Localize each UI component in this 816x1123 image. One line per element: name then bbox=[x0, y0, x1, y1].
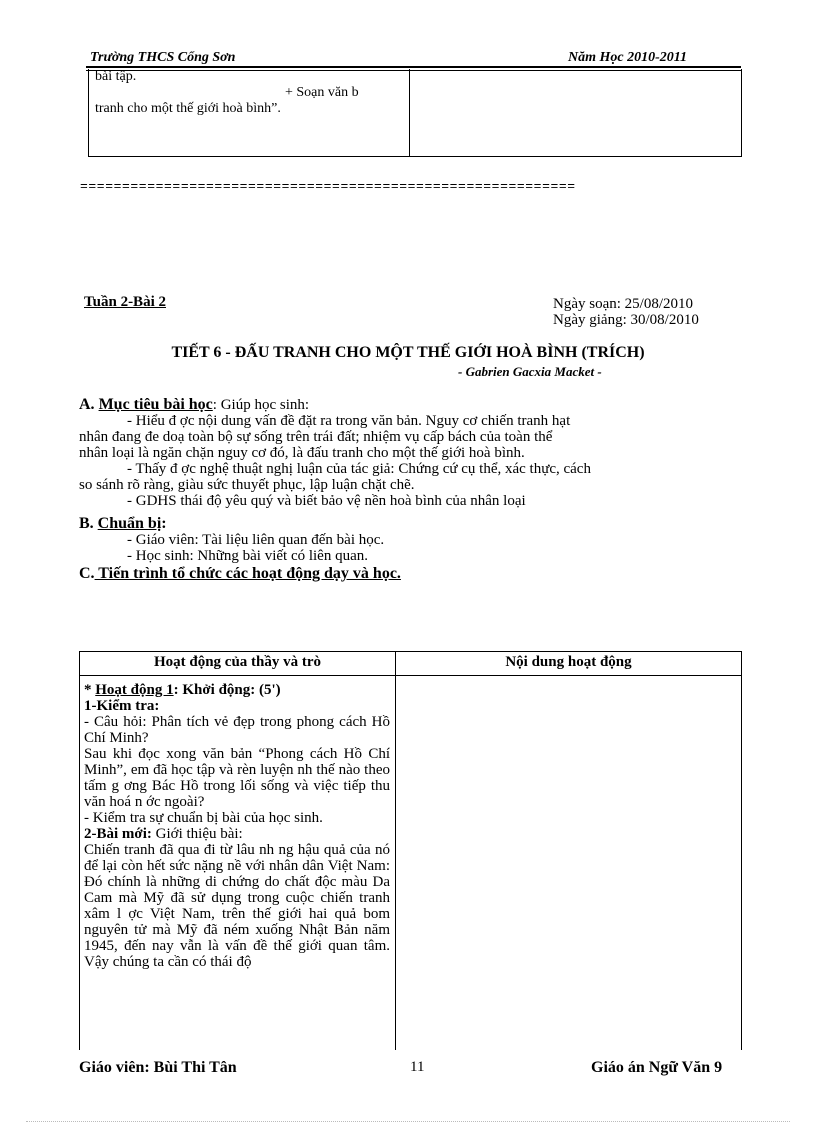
cell-line: tranh cho một thế giới hoà bình”. bbox=[95, 101, 281, 116]
intro-paragraph: Chiến tranh đã qua đi từ lâu nh ng hậu quả của nó để lại còn hết sức nặng nề với nhân dân Việt Nam: Đó chính là những di chứng do chất độc màu Da Cam mà Mỹ đã sử dụng trong cuộc chiến tranh xâm l ợc Việt Nam, trên thế giới hai quả bom nguyên tử mà Mỹ đã ném xuống Nhật Bản năm 1945, đến nay vẫn là vấn đề thế giới quan tâm. Vậy chúng ta cần có thái độ bbox=[84, 842, 390, 970]
footer-teacher: Giáo viên: Bùi Thi Tân bbox=[79, 1059, 237, 1076]
header-year: Năm Học 2010-2011 bbox=[568, 50, 687, 65]
section-b bbox=[79, 516, 744, 564]
footer-page-number: 11 bbox=[410, 1059, 425, 1075]
objective-3: - GDHS thái độ yêu quý và biết bảo vệ nền hoà bình của nhân loại bbox=[127, 493, 526, 509]
objective-1: - Hiểu đ ợc nội dung vấn đề đặt ra trong văn bản. Nguy cơ chiến tranh hạt bbox=[127, 413, 571, 429]
column-header-content: Nội dung hoạt động bbox=[505, 654, 632, 670]
section-a-heading: Mục tiêu bài học bbox=[98, 396, 213, 413]
page-bottom-edge bbox=[26, 1121, 790, 1122]
objective-1-cont2: nhân loại là ngăn chặn nguy cơ đó, là đấu tranh cho một thế giới hoà bình. bbox=[79, 445, 525, 461]
separator-line: =========================================================== bbox=[80, 179, 576, 194]
section-a bbox=[79, 397, 744, 509]
cell-line: + Soạn văn b bbox=[285, 85, 359, 100]
lesson-dates bbox=[553, 296, 699, 328]
check-heading: 1-Kiểm tra: bbox=[84, 698, 160, 714]
footer-subject: Giáo án Ngữ Văn 9 bbox=[591, 1059, 723, 1076]
section-c-label: C. bbox=[79, 565, 95, 582]
date-prepared: Ngày soạn: 25/08/2010 bbox=[553, 296, 693, 312]
section-b-label: B. bbox=[79, 515, 98, 532]
objective-2-cont: so sánh rõ ràng, giàu sức thuyết phục, lập luận chặt chẽ. bbox=[79, 477, 415, 493]
cell-line: bài tập. bbox=[95, 69, 137, 84]
table-column-divider bbox=[395, 652, 396, 1050]
activity-1-label: Hoạt động 1 bbox=[95, 682, 174, 698]
table-header-rule bbox=[80, 675, 741, 676]
new-lesson-intro: Giới thiệu bài: bbox=[151, 826, 243, 842]
section-a-intro: : Giúp học sinh: bbox=[212, 397, 310, 413]
lesson-author: - Gabrien Gacxia Macket - bbox=[458, 364, 602, 379]
section-b-colon: : bbox=[161, 515, 167, 532]
activities-table bbox=[79, 651, 742, 1050]
objective-2: - Thấy đ ợc nghệ thuật nghị luận của tác giả: Chứng cứ cụ thể, xác thực, cách bbox=[127, 461, 591, 477]
prep-teacher: - Giáo viên: Tài liệu liên quan đến bài học. bbox=[127, 532, 385, 548]
previous-lesson-cell bbox=[95, 69, 407, 117]
question-1: - Câu hỏi: Phân tích vẻ đẹp trong phong cách Hồ Chí Minh? bbox=[84, 714, 390, 746]
question-3: - Kiểm tra sự chuẩn bị bài của học sinh. bbox=[84, 810, 323, 826]
lesson-title: TIẾT 6 - ĐẤU TRANH CHO MỘT THẾ GIỚI HOÀ BÌNH (TRÍCH) bbox=[171, 344, 645, 361]
section-c-heading: Tiến trình tổ chức các hoạt động dạy và học. bbox=[94, 565, 401, 582]
date-taught: Ngày giảng: 30/08/2010 bbox=[553, 312, 699, 328]
section-c bbox=[79, 566, 401, 582]
activities-cell bbox=[84, 682, 390, 970]
question-2: Sau khi đọc xong văn bản “Phong cách Hồ Chí Minh”, em đã học tập và rèn luyện nh thế nào theo tấm g ơng Bác Hồ trong lối sống và việc tiếp thu văn hoá n ớc ngoài? bbox=[84, 746, 390, 810]
prep-student: - Học sinh: Những bài viết có liên quan. bbox=[127, 548, 368, 564]
activity-1-title: : Khởi động: (5') bbox=[173, 682, 281, 698]
table-column-divider bbox=[409, 69, 410, 156]
objective-1-cont: nhân đang đe doạ toàn bộ sự sống trên trái đất; nhiệm vụ cấp bách của toàn thể bbox=[79, 429, 553, 445]
new-lesson-heading: 2-Bài mới: bbox=[84, 826, 152, 842]
section-b-heading: Chuẩn bị bbox=[97, 515, 162, 532]
column-header-activities: Hoạt động của thầy và trò bbox=[153, 654, 322, 670]
section-a-label: A. bbox=[79, 396, 99, 413]
previous-lesson-table bbox=[88, 69, 742, 157]
header-school: Trường THCS Cổng Sơn bbox=[90, 50, 236, 65]
lesson-week: Tuần 2-Bài 2 bbox=[84, 294, 166, 310]
activity-star: * bbox=[84, 682, 96, 698]
